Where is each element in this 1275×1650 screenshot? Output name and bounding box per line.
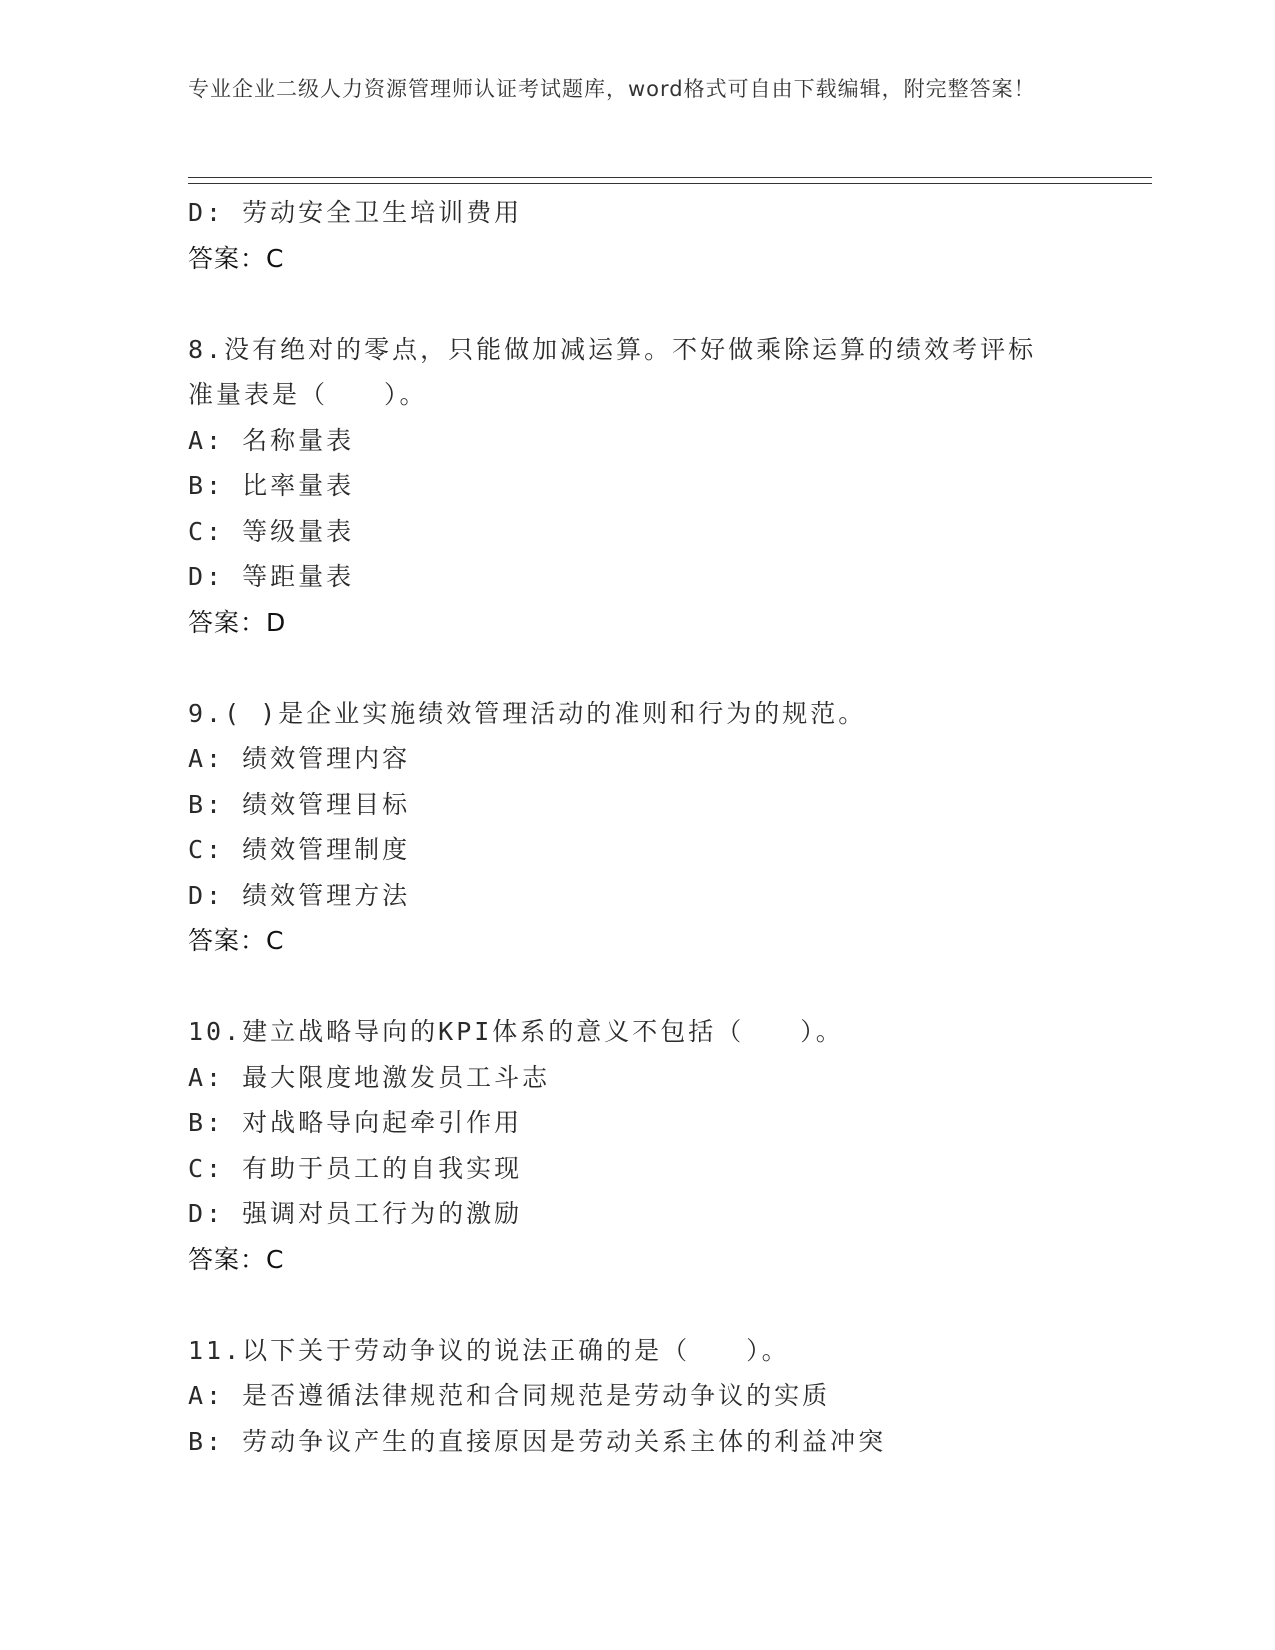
answer-line: 答案：C bbox=[188, 1244, 285, 1274]
option-c: C: 等级量表 bbox=[188, 516, 355, 546]
document-header: 专业企业二级人力资源管理师认证考试题库，word格式可自由下载编辑，附完整答案！ bbox=[188, 77, 1036, 101]
answer-line: 答案：C bbox=[188, 243, 285, 273]
question-stem: 准量表是（ ）。 bbox=[188, 380, 428, 409]
question-8 bbox=[188, 327, 1148, 646]
answer-line: 答案：D bbox=[188, 607, 287, 637]
option-d: D: 绩效管理方法 bbox=[188, 880, 411, 910]
question-10 bbox=[188, 1009, 1148, 1282]
option-c: C: 有助于员工的自我实现 bbox=[188, 1153, 523, 1183]
option-b: B: 劳动争议产生的直接原因是劳动关系主体的利益冲突 bbox=[188, 1426, 887, 1456]
option-a: A: 最大限度地激发员工斗志 bbox=[188, 1062, 551, 1092]
question-11 bbox=[188, 1328, 1148, 1465]
option-a: A: 绩效管理内容 bbox=[188, 744, 411, 773]
option-d: D: 强调对员工行为的激励 bbox=[188, 1199, 523, 1228]
question-stem: 10.建立战略导向的KPI体系的意义不包括（ ）。 bbox=[188, 1017, 844, 1046]
previous-question-tail bbox=[188, 190, 1148, 281]
spacer bbox=[188, 1282, 1148, 1328]
option-b: B: 比率量表 bbox=[188, 471, 355, 500]
spacer bbox=[188, 645, 1148, 691]
question-stem: 8.没有绝对的零点，只能做加减运算。不好做乘除运算的绩效考评标 bbox=[188, 334, 1037, 364]
question-9 bbox=[188, 691, 1148, 964]
spacer bbox=[188, 964, 1148, 1010]
option-c: C: 绩效管理制度 bbox=[188, 835, 411, 864]
spacer bbox=[188, 281, 1148, 327]
header-rule-bottom bbox=[188, 183, 1152, 184]
option-b: B: 对战略导向起牵引作用 bbox=[188, 1108, 523, 1137]
question-content bbox=[188, 190, 1148, 1464]
answer-line: 答案：C bbox=[188, 926, 285, 955]
option-a: A: 是否遵循法律规范和合同规范是劳动争议的实质 bbox=[188, 1381, 831, 1410]
question-stem: 11.以下关于劳动争议的说法正确的是（ ）。 bbox=[188, 1335, 790, 1365]
option-d: D: 等距量表 bbox=[188, 562, 355, 591]
option-a: A: 名称量表 bbox=[188, 425, 355, 455]
option-d: D: 劳动安全卫生培训费用 bbox=[188, 198, 523, 227]
question-stem: 9.( )是企业实施绩效管理活动的准则和行为的规范。 bbox=[188, 698, 867, 728]
header-rule-top bbox=[188, 177, 1152, 178]
option-b: B: 绩效管理目标 bbox=[188, 789, 411, 819]
